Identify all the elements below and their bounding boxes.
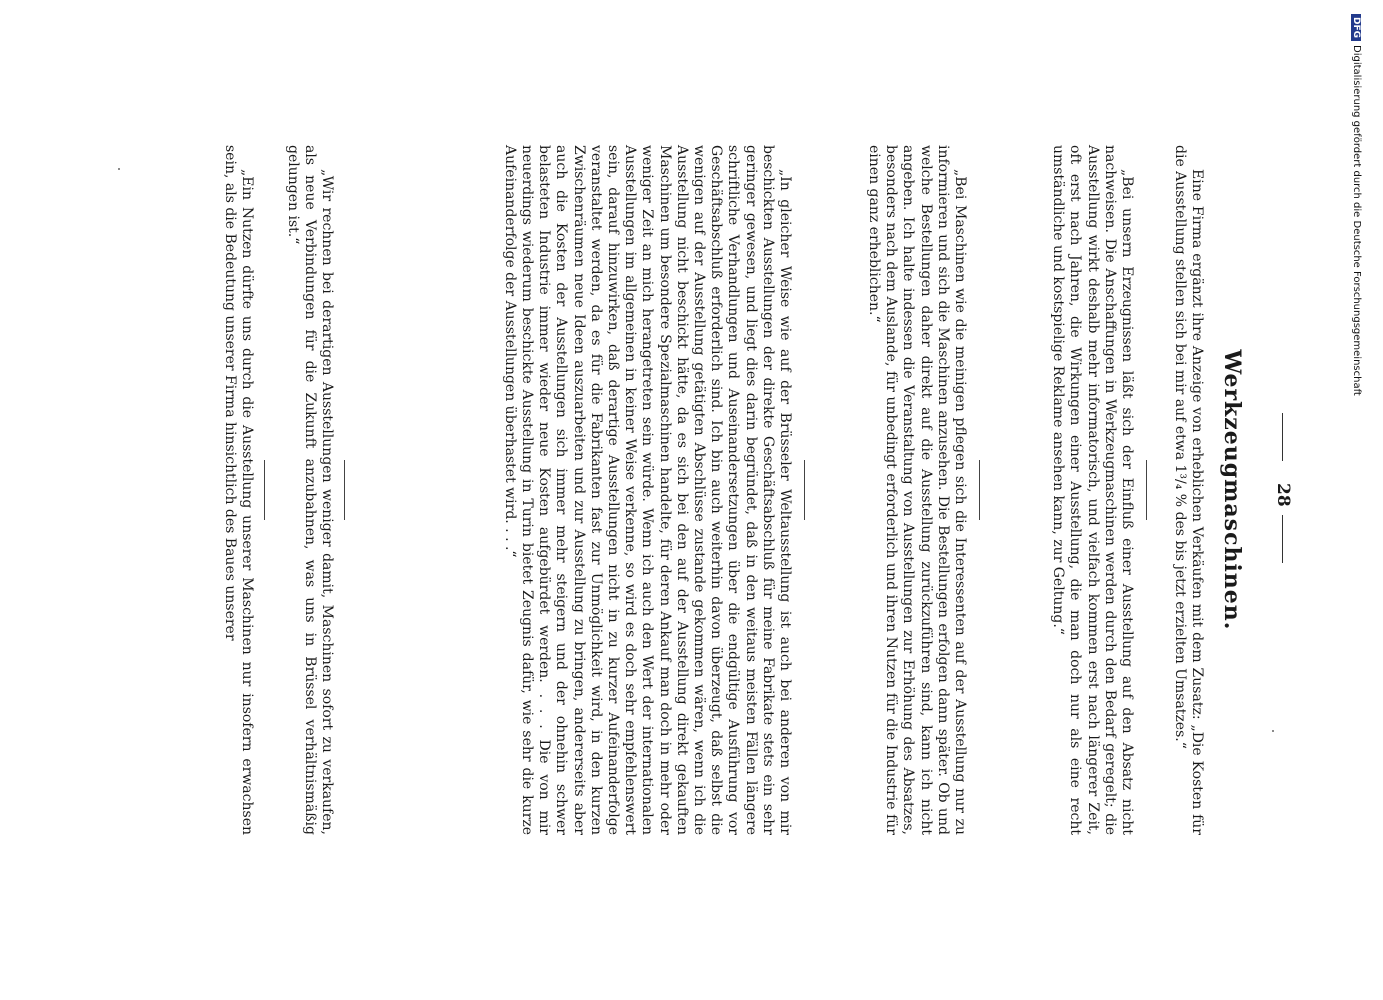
paragraph-6: [221, 145, 255, 835]
credit-text: Digitalisierung gefördert durch die Deutsche Forschungsgemeinschaft: [1351, 45, 1362, 396]
paragraph-2: [1049, 145, 1135, 835]
paragraph-1: [1171, 145, 1205, 835]
paragraph-2-text: „Bei unsern Erzeugnissen läßt sich der Einfluß einer Ausstellung auf den Absatz nicht nachweisen. Die Anschaffungen in Werkzeugmaschinen werden durch den Bedarf geregelt; die Ausstellung wirkt deshalb mehr informatorisch, und vielfach kommen erst nach längerer Zeit, oft erst nach Jahren, die Wirkungen einer Ausstellung, die man doch nur als eine recht umständliche und kostspielige Reklame ansehen kann, zur Geltung.“: [1050, 145, 1135, 835]
rotated-page-content: [145, 145, 1293, 835]
section-title: Werkzeugmaschinen.: [1219, 349, 1245, 631]
paragraph-3: [865, 145, 968, 835]
dfg-logo-badge: DFG: [1351, 14, 1361, 41]
separator-2: [979, 460, 980, 520]
paragraph-3-text: „Bei Maschinen wie die meinigen pflegen sich die Interessenten auf der Ausstellung nur zu informieren und sich die Maschinen anzusehen. Die Bestellungen erfolgen dann später. Ob und welche Bestellungen daher direkt auf die Ausstellung zurückzuführen sind, kann ich nicht angeben. Ich halte indessen die Veranstaltung von Ausstellungen zur Erhöhung des Absatzes, besonders nach dem Auslande, für unbedingt erforderlich und ihren Nutzen für die Industrie für einen ganz erheblichen.“: [865, 145, 968, 835]
header-dash-left: [1282, 413, 1283, 461]
page-number: 28: [1273, 483, 1293, 507]
header-dash-right: [1282, 515, 1283, 563]
scan-speck: [1272, 730, 1274, 732]
paragraph-1-text: Eine Firma ergänzt ihre Anzeige von erheblichen Verkäufen mit dem Zusatz: „Die Kosten für die Ausstellung stellen sich bei mir auf etwa 1³/₄ % des bis jetzt erzielten Umsatzes.“: [1171, 145, 1205, 835]
separator-1: [1146, 460, 1147, 520]
separator-4: [344, 460, 345, 520]
paragraph-5: [283, 145, 335, 835]
paragraph-4: [501, 145, 793, 835]
paragraph-4-text: „In gleicher Weise wie auf der Brüsseler Weltausstellung ist auch bei anderen von mir beschickten Ausstellungen der direkte Geschäftsabschluß für meine Fabrikate stets ein sehr geringer gewesen, und liegt dies darin begründet, daß in den weitaus meisten Fällen längere schriftliche Verhandlungen und Auseinandersetzungen über die endgültige Ausführung vor Geschäftsabschluß erforderlich sind. Ich bin auch weiterhin davon überzeugt, daß selbst die wenigen auf der Ausstellung getätigten Abschlüsse zustande gekommen wären, wenn ich die Ausstellung nicht beschickt hätte, da es sich bei den auf der Ausstellung direkt gekauften Maschinen um besondere Spezialmaschinen handelte, für deren Ankauf man doch in mehr oder weniger Zeit an mich herangetreten sein würde. Wenn ich auch den Wert der internationalen Ausstellungen im allgemeinen in keiner Weise verkenne, so wird es doch sehr empfehlenswert sein, darauf hinzuwirken, daß derartige Ausstellungen nicht in zu kurzer Aufeinanderfolge veranstaltet werden, da es für die Fabrikanten fast zur Unmöglichkeit wird, in den kurzen Zwischenräumen neue Ideen auszuarbeiten und zur Ausstellung zu bringen, andererseits aber auch die Kosten der Ausstellungen sich immer mehr steigern und der ohnehin schwer belasteten Industrie immer wieder neue Kosten aufgebürdet werden. . . . Die von mir neuerdings wiederum beschickte Ausstellung in Turin bietet Zeugnis dafür, wie sehr die kurze Aufeinanderfolge der Ausstellungen überhastet wird. . . .“: [501, 145, 793, 835]
paragraph-6-text: „Ein Nutzen dürfte uns durch die Ausstellung unserer Maschinen nur insofern erwachsen sein, als die Bedeutung unserer Firma hinsichtlich des Baues unserer: [221, 145, 255, 835]
separator-5: [264, 460, 265, 520]
digitization-credit: [1351, 14, 1362, 396]
paragraph-5-text: „Wir rechnen bei derartigen Ausstellungen weniger damit, Maschinen sofort zu verkaufen, als neue Verbindungen für die Zukunft anzubahnen, was uns in Brüssel verhältnismäßig gelungen ist.“: [284, 145, 335, 835]
separator-3: [804, 460, 805, 520]
scan-speck: [118, 168, 120, 170]
